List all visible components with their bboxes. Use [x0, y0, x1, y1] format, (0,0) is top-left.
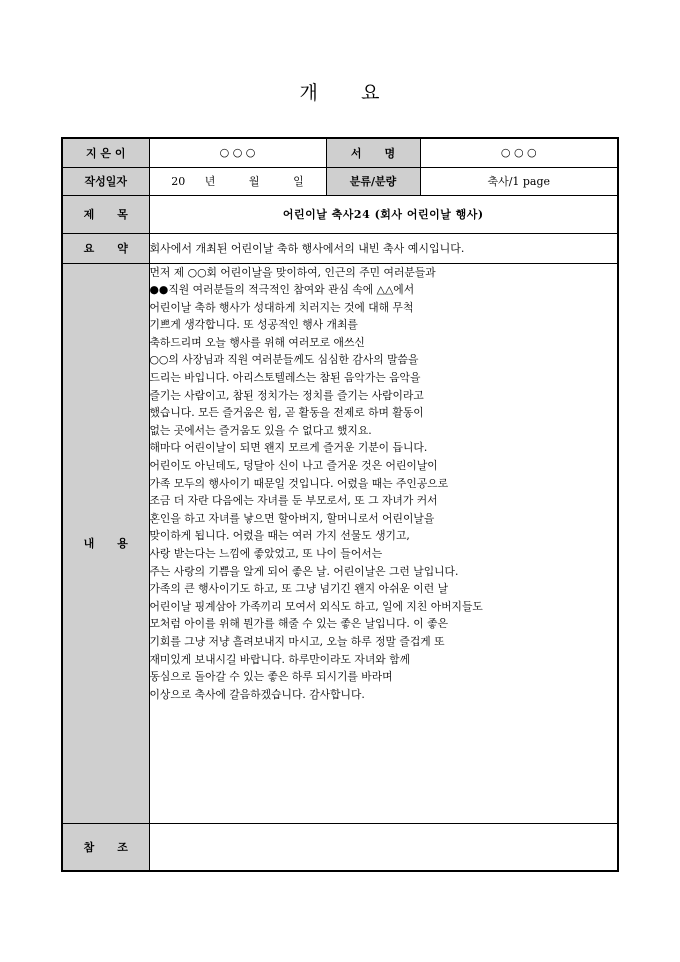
- content-line: 했습니다. 모든 즐거움은 힘, 곧 활동을 전제로 하며 활동이: [149, 406, 424, 420]
- content-line: 해마다 어린이날이 되면 왠지 모르게 즐거운 기분이 듭니다.: [149, 441, 428, 455]
- content-line: 이상으로 축사에 갈음하겠습니다. 감사합니다.: [149, 687, 365, 701]
- content-line: 없는 곳에서는 즐거움도 있을 수 없다고 했지요.: [149, 423, 372, 437]
- document-form: [61, 137, 619, 872]
- reference-row: [62, 823, 618, 871]
- page-title: 개 요: [299, 82, 381, 104]
- content-line: 기쁘게 생각합니다. 또 성공적인 행사 개최를: [149, 318, 358, 332]
- author-label: 지 은 이: [62, 138, 149, 167]
- title-row: [62, 195, 618, 233]
- content-line: 가족 모두의 행사이기 때문일 것입니다. 어렸을 때는 주인공으로: [149, 476, 449, 490]
- content-line: 조금 더 자란 다음에는 자녀를 둔 부모로서, 또 그 자녀가 커서: [149, 494, 438, 508]
- date-row: [62, 167, 618, 195]
- content-line: 모처럼 아이를 위해 뭔가를 해줄 수 있는 좋은 날입니다. 이 좋은: [149, 617, 448, 631]
- signature-value[interactable]: ○ ○ ○: [420, 138, 618, 167]
- date-day-unit: 일: [293, 175, 304, 188]
- summary-value[interactable]: 회사에서 개최된 어린이날 축하 행사에서의 내빈 축사 예시입니다.: [149, 233, 618, 263]
- date-year-unit: 년: [204, 175, 216, 188]
- content-line: 혼인을 하고 자녀를 낳으면 할아버지, 할머니로서 어린이날을: [149, 511, 435, 525]
- content-body: [150, 264, 618, 704]
- author-row: [62, 138, 618, 167]
- summary-row: [62, 233, 618, 263]
- signature-label: 서 명: [326, 138, 420, 167]
- content-line: 가족의 큰 행사이기도 하고, 또 그냥 넘기긴 왠지 아쉬운 이런 날: [149, 582, 448, 596]
- category-label: 분류/분량: [326, 167, 420, 195]
- content-label: 내 용: [62, 263, 149, 823]
- date-value[interactable]: [149, 167, 326, 195]
- reference-label: 참 조: [62, 823, 149, 871]
- content-value[interactable]: [149, 263, 618, 823]
- content-line: 동심으로 돌아갈 수 있는 좋은 하루 되시기를 바라며: [149, 670, 393, 684]
- date-year: 20: [171, 175, 186, 188]
- content-line: 어린이날 핑계삼아 가족끼리 모여서 외식도 하고, 일에 지친 아버지들도: [149, 599, 483, 613]
- content-line: 즐기는 사람이고, 참된 정치가는 정치를 즐기는 사람이라고: [149, 388, 424, 402]
- title-label: 제 목: [62, 195, 149, 233]
- content-line: 축하드리며 오늘 행사를 위해 여러모로 애쓰신: [149, 335, 365, 349]
- content-line: 먼저 제 ○○회 어린이날을 맞이하여, 인근의 주민 여러분들과: [149, 265, 436, 279]
- content-line: 어린이날 축하 행사가 성대하게 치러지는 것에 대해 무척: [149, 300, 414, 314]
- reference-value[interactable]: [149, 823, 618, 871]
- author-value[interactable]: ○ ○ ○: [149, 138, 326, 167]
- summary-label: 요 약: [62, 233, 149, 263]
- content-line: ○○의 사장님과 직원 여러분들께도 심심한 감사의 말씀을: [149, 353, 419, 367]
- content-row: [62, 263, 618, 823]
- title-value[interactable]: 어린이날 축사24 (회사 어린이날 행사): [149, 195, 618, 233]
- content-line: 맞이하게 됩니다. 어렸을 때는 여러 가지 선물도 생기고,: [149, 529, 410, 543]
- content-line: 사랑 받는다는 느낌에 좋았었고, 또 나이 들어서는: [149, 547, 383, 560]
- content-line: 어린이도 아닌데도, 덩달아 신이 나고 즐거운 것은 어린이날이: [149, 459, 438, 473]
- content-line: 재미있게 보내시길 바랍니다. 하루만이라도 자녀와 함께: [149, 652, 410, 666]
- content-line: 기회를 그냥 저냥 흘려보내지 마시고, 오늘 하루 정말 즐겁게 또: [149, 634, 445, 648]
- category-value[interactable]: 축사/1 page: [420, 167, 618, 195]
- date-label: 작성일자: [62, 167, 149, 195]
- content-line: 드리는 바입니다. 아리스토텔레스는 참된 음악가는 음악을: [149, 371, 421, 385]
- content-line: 주는 사랑의 기쁨을 알게 되어 좋은 날. 어린이날은 그런 날입니다.: [149, 564, 459, 578]
- date-month-unit: 월: [248, 175, 260, 188]
- content-line: ●●직원 여러분들의 적극적인 참여와 관심 속에 △△에서: [149, 283, 415, 297]
